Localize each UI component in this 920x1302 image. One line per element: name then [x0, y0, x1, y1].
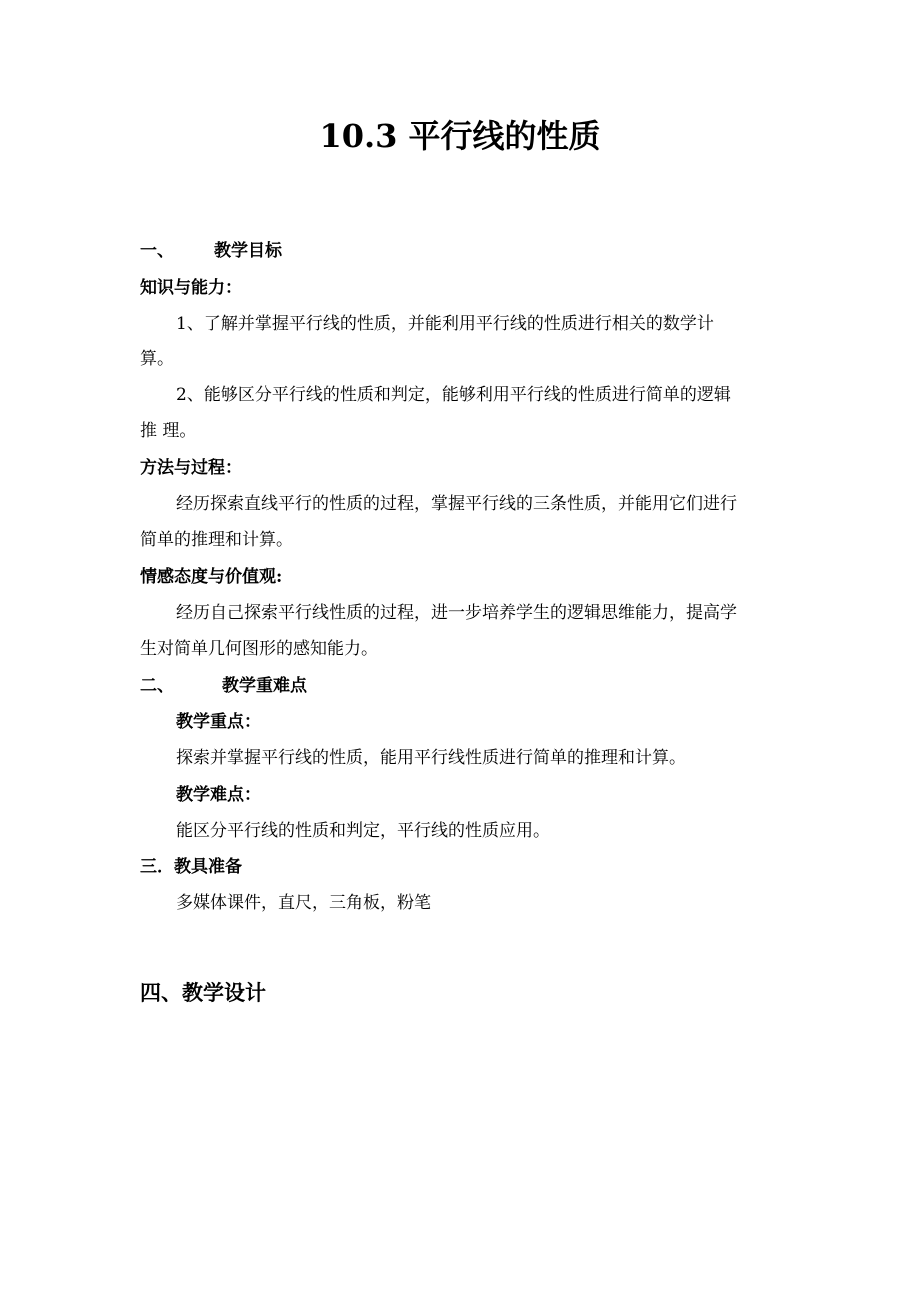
- section1-heading: 教学目标: [214, 241, 282, 261]
- objective-item1-line1: 1、了解并掌握平行线的性质，并能利用平行线的性质进行相关的数学计: [176, 314, 714, 334]
- method-line2: 简单的推理和计算。: [140, 530, 293, 550]
- section2-number: 二、: [140, 676, 174, 696]
- difficult-point-heading: 教学难点：: [176, 785, 261, 805]
- objective-item1-line2: 算。: [140, 349, 174, 369]
- page-title: 10.3 平行线的性质: [319, 117, 601, 155]
- emotion-line1: 经历自己探索平行线性质的过程，进一步培养学生的逻辑思维能力，提高学: [176, 603, 737, 623]
- section1-number: 一、: [140, 241, 174, 261]
- section4-heading: 四、教学设计: [140, 980, 266, 1005]
- teaching-tools-text: 多媒体课件，直尺，三角板，粉笔: [176, 893, 431, 913]
- key-point-heading: 教学重点：: [176, 712, 261, 732]
- method-heading: 方法与过程：: [140, 458, 242, 478]
- knowledge-heading: 知识与能力：: [140, 278, 242, 298]
- objective-item2-line2: 推 理。: [140, 421, 197, 441]
- emotion-heading: 情感态度与价值观:: [140, 567, 283, 587]
- section1-heading-row: [140, 238, 282, 264]
- difficult-point-text: 能区分平行线的性质和判定，平行线的性质应用。: [176, 821, 550, 841]
- section2-heading-row: [140, 673, 307, 699]
- key-point-text: 探索并掌握平行线的性质，能用平行线性质进行简单的推理和计算。: [176, 748, 686, 768]
- section3-heading: 三．教具准备: [140, 857, 242, 877]
- section2-heading: 教学重难点: [222, 676, 307, 696]
- objective-item2-line1: 2、能够区分平行线的性质和判定，能够利用平行线的性质进行简单的逻辑: [176, 385, 731, 405]
- method-line1: 经历探索直线平行的性质的过程，掌握平行线的三条性质，并能用它们进行: [176, 494, 737, 514]
- emotion-line2: 生对简单几何图形的感知能力。: [140, 639, 378, 659]
